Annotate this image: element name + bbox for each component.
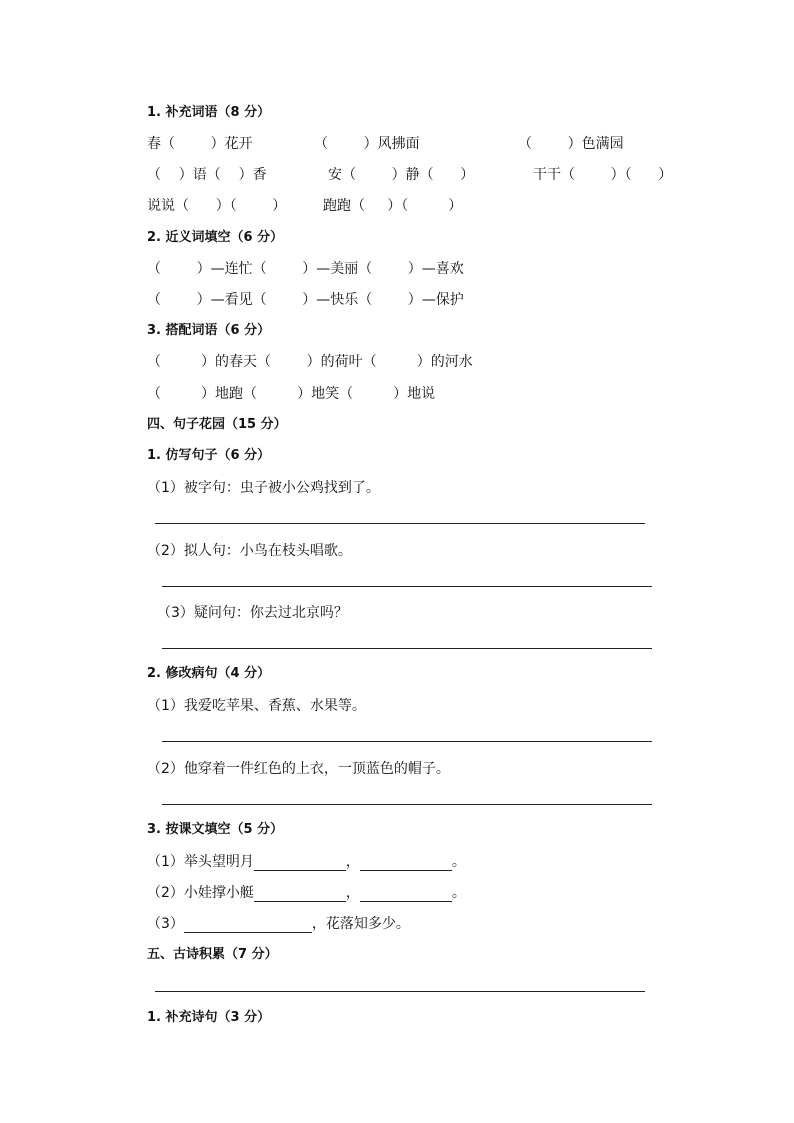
sentence-prompt: （1）被字句：虫子被小公鸡找到了。	[147, 480, 380, 496]
question-heading-text-fill: 3. 按课文填空（5 分）	[147, 822, 284, 837]
blank[interactable]	[254, 886, 346, 902]
answer-line[interactable]	[155, 991, 645, 992]
poem-fill-line	[147, 853, 466, 871]
poem-fill-line	[147, 915, 410, 933]
fill-item: 干干（ ）（ ）	[533, 167, 673, 183]
answer-line[interactable]	[162, 741, 652, 742]
poem-prompt: （3）	[147, 916, 184, 932]
answer-line[interactable]	[162, 648, 652, 649]
period: 。	[451, 885, 466, 901]
sentence-prompt: （1）我爱吃苹果、香蕉、水果等。	[147, 698, 366, 714]
poem-prompt: （2）小娃撑小艇	[147, 885, 254, 901]
part-heading-sentences: 四、句子花园（15 分）	[147, 417, 287, 432]
fill-item: 跑跑（ ）（ ）	[323, 198, 463, 214]
fill-item: 安（ ）静（ ）	[328, 167, 475, 183]
fill-item: （ ）色满园	[518, 136, 624, 152]
section-heading-fill-words: 1. 补充词语（8 分）	[147, 105, 271, 120]
comma: ，	[345, 854, 360, 870]
poem-fill-line	[147, 884, 466, 902]
blank[interactable]	[184, 917, 312, 933]
answer-line[interactable]	[162, 586, 652, 587]
question-heading-fix-sentences: 2. 修改病句（4 分）	[147, 666, 271, 681]
sentence-prompt: （2）他穿着一件红色的上衣，一顶蓝色的帽子。	[147, 761, 450, 777]
blank[interactable]	[360, 886, 452, 902]
sentence-prompt: （2）拟人句：小鸟在枝头唱歌。	[147, 543, 352, 559]
blank[interactable]	[254, 855, 346, 871]
question-heading-imitate: 1. 仿写句子（6 分）	[147, 448, 271, 463]
period: 。	[451, 854, 466, 870]
sentence-prompt: （3）疑问句：你去过北京吗？	[157, 605, 348, 621]
poem-tail: ，花落知多少。	[311, 916, 410, 932]
synonym-row: （ ）—看见（ ）—快乐（ ）—保护	[147, 292, 464, 308]
matching-row: （ ）的春天（ ）的荷叶（ ）的河水	[147, 354, 473, 370]
synonym-row: （ ）—连忙（ ）—美丽（ ）—喜欢	[147, 261, 464, 277]
question-heading-complete-poems: 1. 补充诗句（3 分）	[147, 1010, 271, 1025]
fill-item: 说说（ ）（ ）	[147, 198, 287, 214]
fill-item: 春（ ）花开	[147, 136, 253, 152]
matching-row: （ ）地跑（ ）地笑（ ）地说	[147, 386, 436, 402]
fill-item: （ ）语（ ）香	[147, 167, 267, 183]
poem-prompt: （1）举头望明月	[147, 854, 254, 870]
section-heading-word-matching: 3. 搭配词语（6 分）	[147, 323, 271, 338]
section-heading-synonyms: 2. 近义词填空（6 分）	[147, 230, 284, 245]
comma: ，	[345, 885, 360, 901]
answer-line[interactable]	[155, 523, 645, 524]
part-heading-poems: 五、古诗积累（7 分）	[147, 947, 278, 962]
blank[interactable]	[360, 855, 452, 871]
fill-item: （ ）风拂面	[314, 136, 420, 152]
answer-line[interactable]	[162, 804, 652, 805]
